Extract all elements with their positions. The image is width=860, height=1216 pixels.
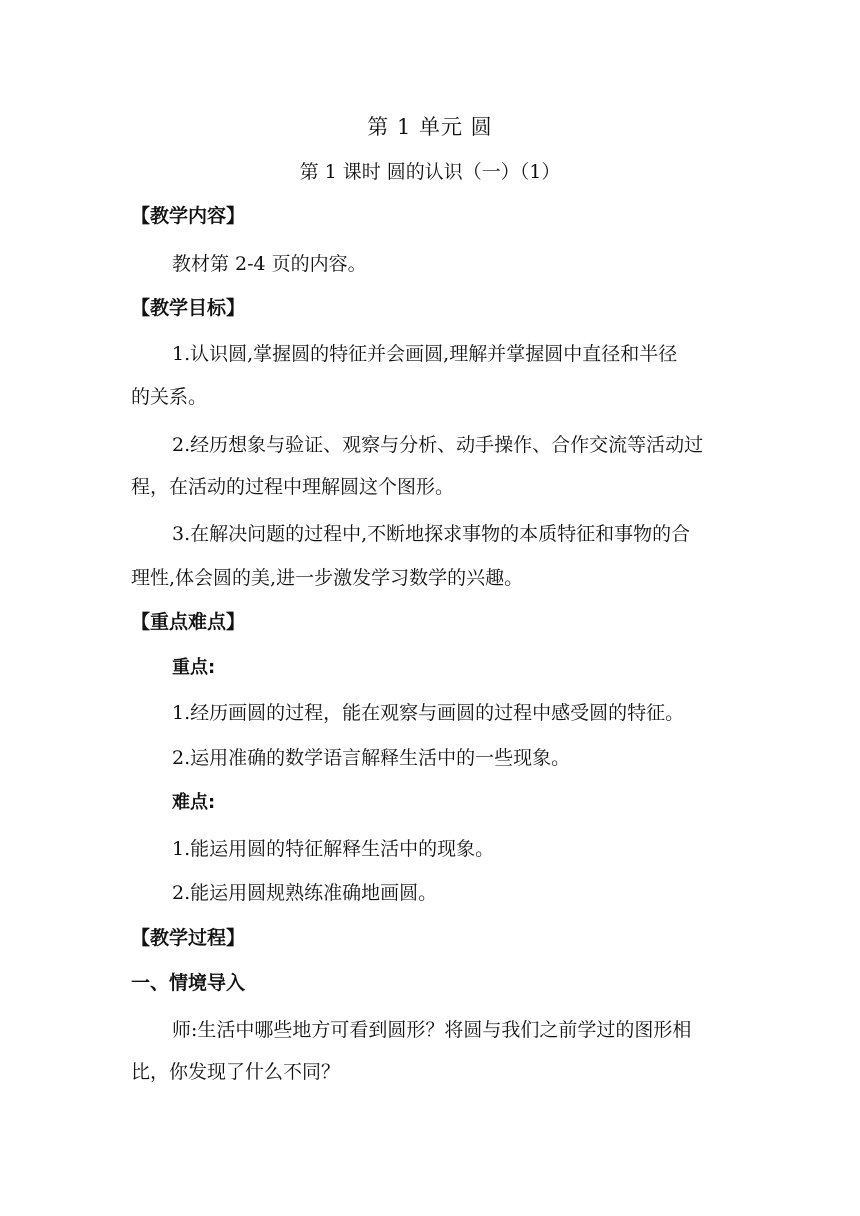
- process-part-1-heading: 一、情境导入: [131, 972, 246, 994]
- content-text: 教材第 2-4 页的内容。: [172, 253, 367, 275]
- goal-item-3-line-2: 理性,体会圆的美,进一步激发学习数学的兴趣。: [131, 567, 524, 589]
- section-heading-content: 【教学内容】: [131, 205, 246, 227]
- key-point-label: 重点:: [172, 657, 216, 678]
- difficult-point-label: 难点:: [172, 792, 216, 813]
- section-heading-key-points: 【重点难点】: [131, 611, 246, 633]
- section-heading-goals: 【教学目标】: [131, 297, 246, 319]
- key-point-item-1: 1.经历画圆的过程，能在观察与画圆的过程中感受圆的特征。: [172, 702, 685, 724]
- lesson-subtitle: 第 1 课时 圆的认识（一）（1）: [299, 161, 561, 183]
- process-part-1-line-2: 比，你发现了什么不同？: [131, 1061, 341, 1083]
- goal-item-1-line-1: 1.认识圆,掌握圆的特征并会画圆,理解并掌握圆中直径和半径: [172, 343, 678, 365]
- section-heading-process: 【教学过程】: [131, 927, 246, 949]
- goal-item-2-line-2: 程，在活动的过程中理解圆这个图形。: [131, 476, 455, 498]
- unit-title: 第 1 单元 圆: [367, 115, 493, 139]
- key-point-item-2: 2.运用准确的数学语言解释生活中的一些现象。: [172, 747, 571, 769]
- goal-item-3-line-1: 3.在解决问题的过程中,不断地探求事物的本质特征和事物的合: [172, 523, 691, 545]
- goal-item-2-line-1: 2.经历想象与验证、观察与分析、动手操作、合作交流等活动过: [172, 434, 704, 456]
- difficult-point-item-1: 1.能运用圆的特征解释生活中的现象。: [172, 838, 495, 860]
- difficult-point-item-2: 2.能运用圆规熟练准确地画圆。: [172, 882, 438, 904]
- process-part-1-line-1: 师:生活中哪些地方可看到圆形？将圆与我们之前学过的图形相: [172, 1019, 692, 1041]
- goal-item-1-line-2: 的关系。: [131, 386, 208, 408]
